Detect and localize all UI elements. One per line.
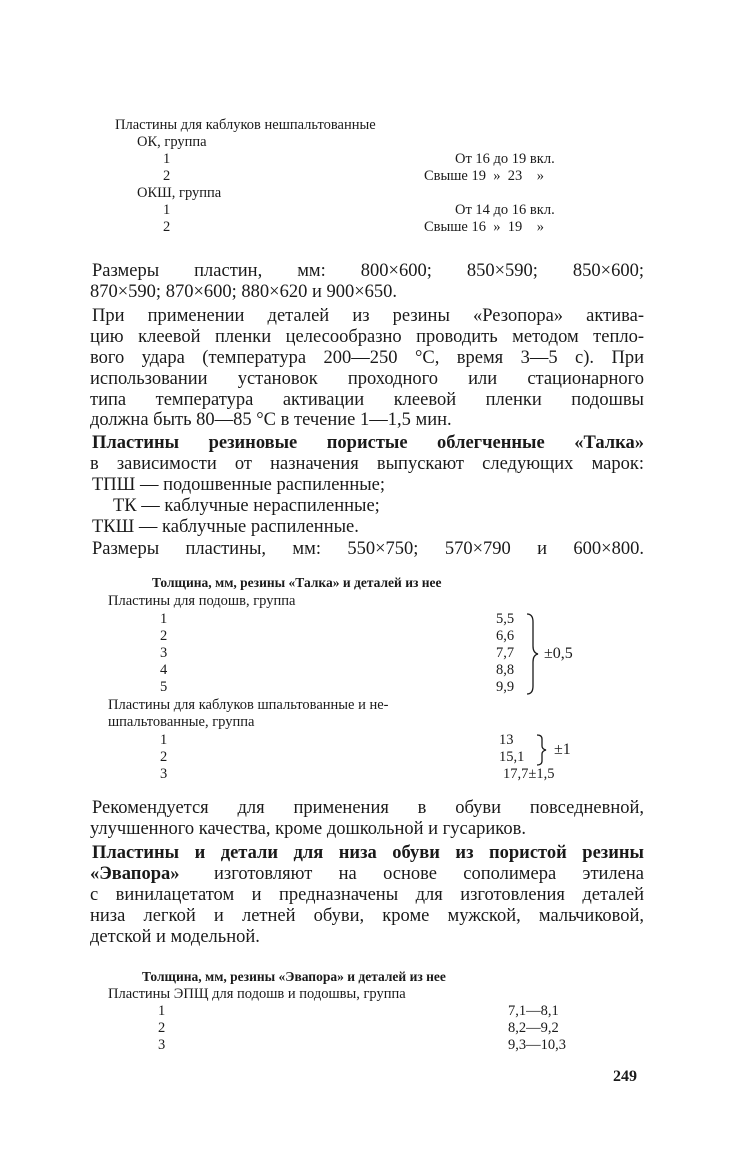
table2-r5-val: 9,9 [496,679,515,695]
table2-h3-num: 3 [160,766,168,782]
table2-caption: Толщина, мм, резины «Талка» и деталей из нее [152,575,442,590]
para5-line2-rest: изготовляют на основе сополимера этилена [214,864,644,884]
table2-h2-val: 15,1 [499,749,525,765]
para5-bold-heading: Пластины и детали для низа обуви из пористой резины [92,843,644,863]
para5-line5: детской и модельной. [90,927,260,947]
table2-sub1: Пластины для подошв, группа [108,593,296,609]
table2-r5-num: 5 [160,679,168,695]
para2-line1: При применении деталей из резины «Резопора» актива- [92,306,644,326]
para2-line2: цию клеевой пленки целесообразно проводить методом тепло- [90,327,644,347]
table2-h2-num: 2 [160,749,168,765]
right-brace-icon [535,734,549,766]
table1-ok-label: ОК, группа [137,134,207,150]
para5-line2 [90,864,644,886]
table2-r3-val: 7,7 [496,645,515,661]
table2-h1-val: 13 [499,732,514,748]
para1-line1: Размеры пластин, мм: 800×600; 850×590; 850×600; [92,261,644,281]
para5-bold-term: «Эвапора» [90,864,180,884]
para2-line4: использовании установок проходного или стационарного [90,369,644,389]
table2-sub2a: Пластины для каблуков шпальтованные и не- [108,697,389,713]
para2-line5: типа температура активации клеевой пленки подошвы [90,390,644,410]
para5-line3: с винилацетатом и предназначены для изготовления деталей [90,885,644,905]
table1-okh-label: ОКШ, группа [137,185,222,201]
para3-line2: в зависимости от назначения выпускают следующих марок: [90,454,644,474]
table2-h1-num: 1 [160,732,168,748]
table2-r1-num: 1 [160,611,168,627]
table1-ok-row2-val: Свыше 19 » 23 » [424,168,544,184]
table2-h3-val: 17,7±1,5 [503,766,555,782]
table2-r2-num: 2 [160,628,168,644]
table1-ok-row1-num: 1 [163,151,171,167]
table1-okh-row1-val: От 14 до 16 вкл. [455,202,555,218]
para4-line2: улучшенного качества, кроме дошкольной и гусариков. [90,819,526,839]
table2-r1-val: 5,5 [496,611,515,627]
para2-line3: вого удара (температура 200—250 °С, время 3—5 с). При [90,348,644,368]
para3-line3: ТПШ — подошвенные распиленные; [92,475,386,495]
para3-line5: ТКШ — каблучные распиленные. [92,517,359,537]
para3-line4: ТК — каблучные нераспиленные; [113,496,380,516]
table2-tolerance1: ±0,5 [544,645,573,662]
table2-r4-num: 4 [160,662,168,678]
para4-line1: Рекомендуется для применения в обуви повседневной, [92,798,644,818]
table1-ok-row2-num: 2 [163,168,171,184]
table3-caption: Толщина, мм, резины «Эвапора» и деталей из нее [142,969,446,984]
table3-r2-num: 2 [158,1020,166,1036]
para3-line6: Размеры пластины, мм: 550×750; 570×790 и 600×800. [92,539,644,559]
table2-r2-val: 6,6 [496,628,515,644]
table1-okh-row2-num: 2 [163,219,171,235]
table2-tolerance2: ±1 [554,741,571,758]
right-brace-icon [524,612,540,696]
table1-header: Пластины для каблуков нешпальтованные [115,117,376,133]
table1-okh-row2-val: Свыше 16 » 19 » [424,219,544,235]
table3-r3-val: 9,3—10,3 [508,1037,566,1053]
table3-r1-val: 7,1—8,1 [508,1003,559,1019]
table2-sub2b: шпальтованные, группа [108,714,255,730]
para1-line2: 870×590; 870×600; 880×620 и 900×650. [90,282,398,302]
table3-sub: Пластины ЭПЩ для подошв и подошвы, группа [108,986,406,1002]
para5-line4: низа легкой и летней обуви, кроме мужской, мальчиковой, [90,906,644,926]
para2-line6: должна быть 80—85 °С в течение 1—1,5 мин. [90,410,452,430]
para3-bold-heading: Пластины резиновые пористые облегченные «Талка» [92,433,644,453]
table2-r3-num: 3 [160,645,168,661]
table2-r4-val: 8,8 [496,662,515,678]
table1-ok-row1-val: От 16 до 19 вкл. [455,151,555,167]
table1-okh-row1-num: 1 [163,202,171,218]
table3-r3-num: 3 [158,1037,166,1053]
table3-r2-val: 8,2—9,2 [508,1020,559,1036]
table3-r1-num: 1 [158,1003,166,1019]
page-number: 249 [613,1068,637,1085]
